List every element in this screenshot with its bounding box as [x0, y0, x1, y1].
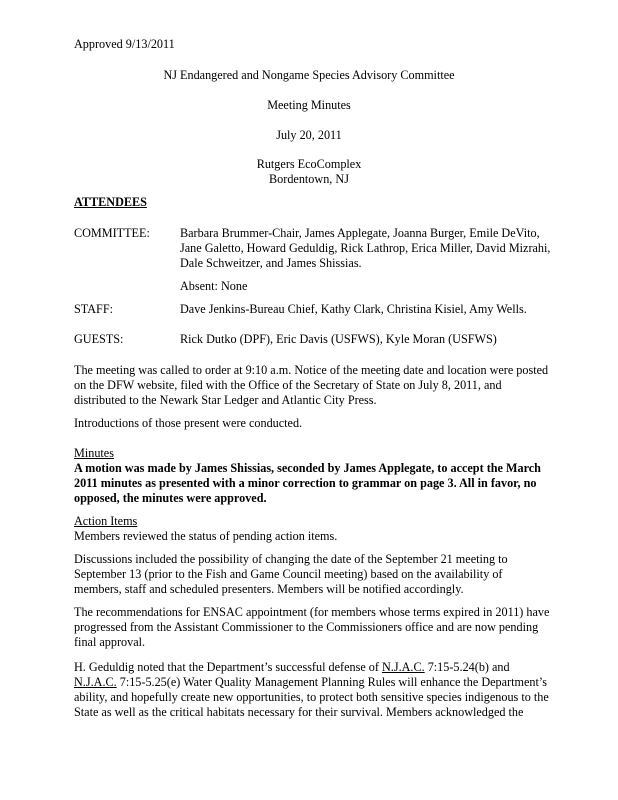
njac-reference-2: N.J.A.C.: [74, 675, 117, 689]
absent-value: Absent: None: [180, 279, 248, 293]
staff-label: STAFF:: [74, 302, 113, 316]
staff-members: Dave Jenkins-Bureau Chief, Kathy Clark, Christina Kisiel, Amy Wells.: [180, 302, 527, 316]
minutes-heading: Minutes: [74, 446, 114, 460]
njac-reference-1: N.J.A.C.: [381, 660, 425, 674]
geduldig-text-2: 7:15-5.24(b) and: [424, 660, 510, 674]
location-line-2: Bordentown, NJ: [269, 172, 349, 186]
ensac-paragraph: The recommendations for ENSAC appointment (for members whose terms expired in 2011) have progressed from the Assistant Commissioner to the Commissioners office and are now pending final approval.: [74, 605, 550, 649]
document-title: Meeting Minutes: [267, 98, 351, 112]
meeting-date: July 20, 2011: [276, 128, 342, 142]
action-items-text: Members reviewed the status of pending action items.: [74, 529, 338, 543]
guests-members: Rick Dutko (DPF), Eric Davis (USFWS), Kyle Moran (USFWS): [180, 332, 497, 346]
attendees-heading: ATTENDEES: [74, 195, 147, 209]
call-to-order-paragraph: The meeting was called to order at 9:10 a.m. Notice of the meeting date and location were posted on the DFW website, filed with the Office of the Secretary of State on July 8, 2011, and distributed to the Newark Star Ledger and Atlantic City Press.: [74, 363, 549, 407]
committee-name: NJ Endangered and Nongame Species Advisory Committee: [163, 68, 455, 82]
geduldig-paragraph: [74, 660, 552, 720]
guests-label: GUESTS:: [74, 332, 124, 346]
geduldig-text-3: 7:15-5.25(e) Water Quality Management Planning Rules will enhance the Department’s ability, and hopefully create new opportunities, to protect both sensitive species indigenous to the State as well as the critical habitats necessary for their survival. Members acknowledged the: [74, 675, 549, 719]
committee-label: COMMITTEE:: [74, 226, 150, 240]
minutes-motion: A motion was made by James Shissias, seconded by James Applegate, to accept the March 2011 minutes as presented with a minor correction to grammar on page 3. All in favor, no opposed, the minutes were approved.: [74, 461, 541, 505]
location-line-1: Rutgers EcoComplex: [256, 157, 362, 171]
geduldig-text-1: H. Geduldig noted that the Department’s successful defense of: [74, 660, 382, 674]
discussion-paragraph: Discussions included the possibility of changing the date of the September 21 meeting to September 13 (prior to the Fish and Game Council meeting) based on the availability of members, staff and scheduled presenters. Members will be notified accordingly.: [74, 552, 508, 596]
introductions-paragraph: Introductions of those present were conducted.: [74, 416, 303, 430]
approval-note: Approved 9/13/2011: [74, 37, 175, 51]
committee-members: Barbara Brummer-Chair, James Applegate, Joanna Burger, Emile DeVito, Jane Galetto, Howard Geduldig, Rick Lathrop, Erica Miller, David Mizrahi, Dale Schweitzer, and James Shissias.: [180, 226, 551, 270]
action-items-heading: Action Items: [74, 514, 138, 528]
